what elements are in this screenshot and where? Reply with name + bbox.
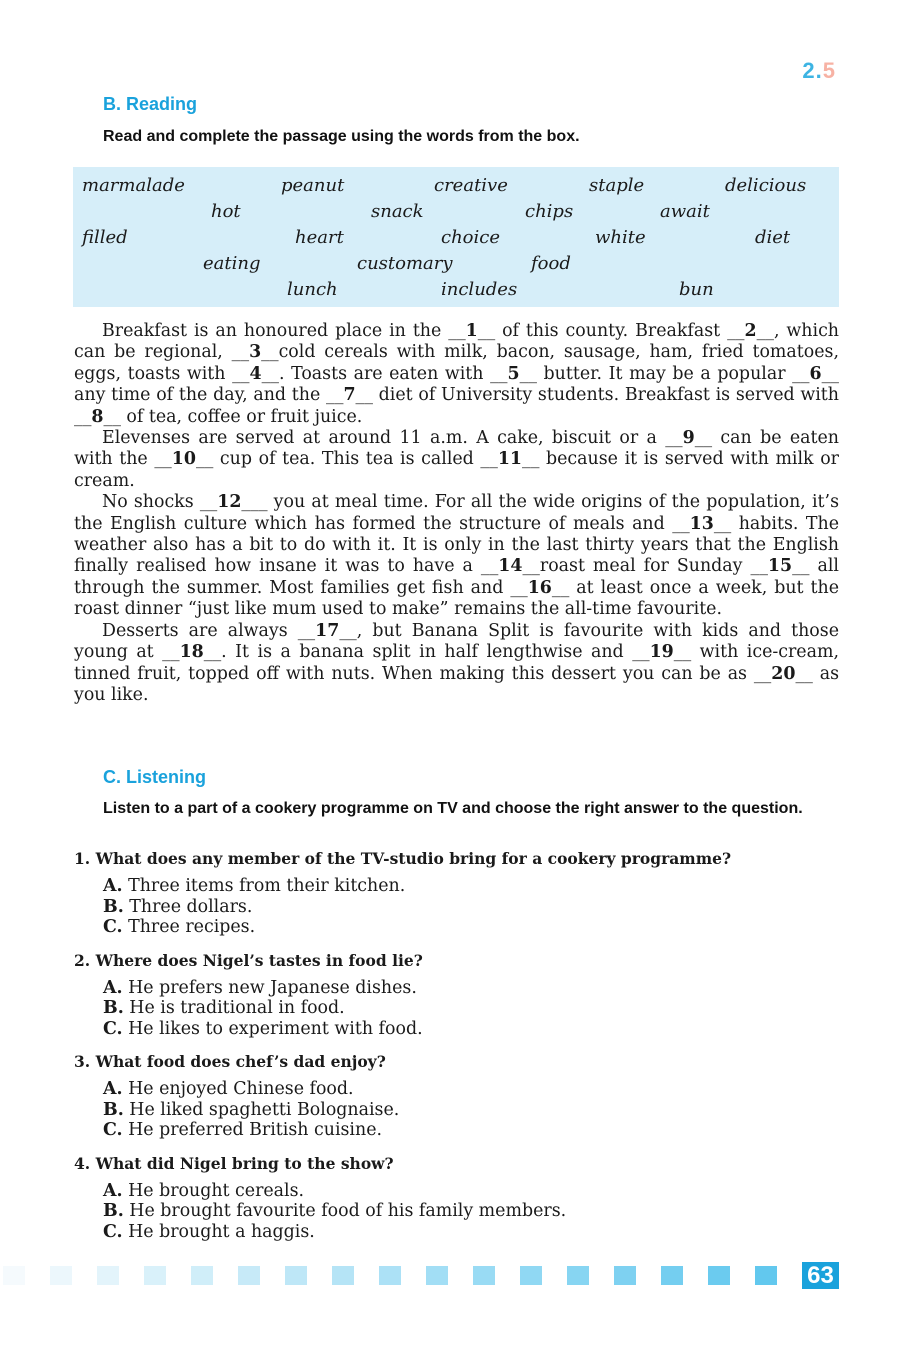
word-item: lunch	[287, 279, 338, 300]
answer-option	[103, 876, 844, 897]
blank-number: 10	[171, 449, 196, 470]
option-letter: C.	[103, 1221, 123, 1242]
blank-number: 4	[249, 363, 262, 384]
decorative-square	[661, 1266, 683, 1285]
word-item: choice	[441, 227, 501, 248]
question-text: 4. What did Nigel bring to the show?	[74, 1153, 394, 1173]
option-text: He enjoyed Chinese food.	[122, 1079, 354, 1099]
blank-number: 17	[315, 620, 340, 641]
word-item: delicious	[725, 175, 807, 196]
option-text: Three recipes.	[122, 917, 256, 937]
option-text: He prefers new Japanese dishes.	[122, 977, 417, 998]
word-item: diet	[755, 227, 791, 248]
answer-option	[103, 1222, 844, 1243]
blank-15: __15__	[750, 556, 810, 577]
question-text: 3. What food does chef’s dad enjoy?	[74, 1052, 386, 1071]
unit-minor: 5	[822, 58, 836, 83]
decorative-square	[285, 1266, 307, 1285]
blank-12: __12___	[199, 492, 268, 513]
blank-number: 15	[767, 556, 793, 577]
option-text: He liked spaghetti Bolognaise.	[123, 1099, 400, 1120]
answer-option	[103, 1120, 844, 1141]
word-item: snack	[371, 201, 424, 222]
answer-option	[103, 1019, 844, 1040]
blank-7: __7__	[326, 385, 373, 406]
option-letter: A.	[103, 876, 123, 896]
option-letter: C.	[103, 917, 123, 937]
decorative-square	[473, 1266, 495, 1285]
word-item: chips	[525, 201, 574, 222]
decorative-square	[708, 1266, 730, 1285]
option-text: Three dollars.	[123, 896, 253, 917]
blank-19: __19__	[632, 642, 692, 663]
answer-option	[103, 998, 844, 1019]
option-text: He is traditional in food.	[123, 998, 345, 1018]
decorative-square	[332, 1266, 354, 1285]
word-item: creative	[434, 175, 508, 196]
decorative-square	[755, 1266, 777, 1285]
answer-option	[103, 1079, 844, 1100]
word-item: peanut	[281, 175, 345, 196]
answer-option	[103, 1201, 844, 1222]
decorative-square	[567, 1266, 589, 1285]
blank-number: 19	[649, 642, 674, 663]
decorative-square	[144, 1266, 166, 1285]
blank-18: __18__	[162, 642, 222, 663]
passage-paragraph: No shocks __12___ you at meal time. For all the wide origins of the population, it’s the English culture which has formed the structure of meals and __13__ habits. The weather also has a bit to do with it. It is only in the last thirty years that the English finally realised how insane it was to have a __14__roast meal for Sunday __15__ all through the summer. Most families get fish and __16__ at least once a week, but the roast dinner “just like mum used to make” remains the all-time favourite.	[74, 492, 840, 620]
blank-number: 12	[217, 492, 242, 513]
passage-paragraph: Elevenses are served at around 11 a.m. A cake, biscuit or a __9__ can be eaten with the __10__ cup of tea. This tea is called __11__ because it is served with milk or cream.	[74, 428, 839, 491]
word-item: customary	[357, 253, 453, 274]
listening-title: C. Listening	[103, 767, 206, 787]
decorative-square	[238, 1266, 260, 1285]
decorative-square	[97, 1266, 119, 1285]
answer-option	[103, 1181, 844, 1202]
blank-5: __5__	[490, 363, 537, 384]
answer-option	[103, 917, 844, 938]
blank-number: 6	[809, 363, 822, 384]
page-number: 63	[802, 1262, 839, 1289]
word-item: bun	[679, 279, 714, 300]
blank-number: 9	[682, 428, 695, 449]
option-letter: B.	[103, 896, 124, 917]
blank-2: __2__	[727, 321, 774, 341]
option-letter: B.	[103, 1201, 124, 1221]
blank-6: __6__	[792, 363, 839, 384]
word-item: filled	[82, 227, 128, 248]
blank-10: __10__	[154, 449, 214, 470]
blank-14: __14__	[480, 556, 540, 577]
decorative-square	[191, 1266, 213, 1285]
blank-3: __3__	[231, 342, 279, 363]
word-item: heart	[295, 227, 344, 248]
reading-title: B. Reading	[103, 94, 198, 114]
blank-13: __13__	[672, 513, 732, 534]
option-letter: A.	[103, 1079, 123, 1099]
option-text: He likes to experiment with food.	[122, 1018, 423, 1039]
unit-dot: .	[815, 58, 823, 83]
unit-major: 2	[802, 58, 816, 83]
question	[74, 848, 844, 938]
blank-number: 2	[744, 321, 757, 341]
blank-16: __16__	[510, 577, 570, 598]
option-letter: A.	[103, 977, 123, 998]
question-text: 2. Where does Nigel’s tastes in food lie?	[74, 950, 423, 970]
question	[74, 1051, 844, 1141]
question	[74, 1153, 844, 1243]
option-text: Three items from their kitchen.	[122, 876, 406, 896]
answer-option	[103, 897, 844, 918]
option-letter: C.	[103, 1120, 123, 1140]
reading-passage	[74, 321, 839, 706]
option-text: He brought cereals.	[122, 1180, 305, 1201]
question-text: 1. What does any member of the TV-studio bring for a cookery programme?	[74, 849, 732, 868]
blank-number: 16	[527, 577, 552, 598]
word-item: await	[660, 201, 710, 222]
blank-number: 13	[689, 513, 714, 534]
passage-paragraph: Breakfast is an honoured place in the __1__ of this county. Breakfast __2__, which can be regional, __3__cold cereals with milk, bacon, sausage, ham, fried tomatoes, eggs, toasts with __4__. Toasts are eaten with __5__ butter. It may be a popular __6__ any time of the day, and the __7__ diet of University students. Breakfast is served with __8__ of tea, coffee or fruit juice.	[74, 321, 840, 427]
word-item: includes	[441, 279, 518, 300]
answer-option	[103, 978, 844, 999]
blank-17: __17__	[297, 620, 357, 641]
reading-instruction: Read and complete the passage using the words from the box.	[103, 128, 580, 145]
word-item: food	[531, 253, 571, 274]
blank-number: 7	[343, 385, 356, 406]
blank-number: 11	[497, 449, 523, 470]
blank-number: 5	[507, 363, 520, 384]
decorative-square	[3, 1266, 25, 1285]
decorative-square-strip	[0, 1266, 790, 1286]
blank-4: __4__	[232, 363, 279, 384]
word-item: staple	[589, 175, 645, 196]
blank-number: 20	[771, 663, 796, 684]
word-item: marmalade	[82, 175, 185, 196]
blank-20: __20__	[753, 663, 813, 684]
word-item: hot	[211, 201, 241, 222]
blank-number: 18	[179, 642, 204, 663]
blank-9: __9__	[665, 428, 713, 449]
blank-number: 8	[91, 406, 104, 427]
question	[74, 950, 844, 1040]
listening-instruction: Listen to a part of a cookery programme on TV and choose the right answer to the question.	[103, 800, 803, 817]
option-letter: A.	[103, 1180, 123, 1201]
blank-8: __8__	[74, 406, 121, 427]
question-list	[74, 848, 844, 1254]
decorative-square	[50, 1266, 72, 1285]
unit-badge	[802, 58, 836, 84]
decorative-square	[379, 1266, 401, 1285]
option-text: He preferred British cuisine.	[122, 1120, 383, 1140]
decorative-square	[614, 1266, 636, 1285]
option-letter: C.	[103, 1018, 123, 1039]
option-text: He brought favourite food of his family members.	[123, 1201, 567, 1221]
option-text: He brought a haggis.	[122, 1221, 315, 1242]
word-item: eating	[203, 253, 261, 274]
blank-11: __11__	[480, 449, 540, 470]
blank-number: 14	[498, 556, 523, 577]
blank-number: 3	[249, 342, 262, 363]
answer-option	[103, 1100, 844, 1121]
passage-paragraph: Desserts are always __17__, but Banana Split is favourite with kids and those young at __18__. It is a banana split in half lengthwise and __19__ with ice-cream, tinned fruit, topped off with nuts. When making this dessert you can be as __20__ as you like.	[74, 620, 839, 705]
word-box	[73, 167, 839, 307]
decorative-square	[520, 1266, 542, 1285]
decorative-square	[426, 1266, 448, 1285]
option-letter: B.	[103, 998, 124, 1018]
option-letter: B.	[103, 1099, 124, 1120]
blank-number: 1	[465, 321, 478, 341]
word-item: white	[595, 227, 646, 248]
blank-1: __1__	[448, 321, 496, 341]
